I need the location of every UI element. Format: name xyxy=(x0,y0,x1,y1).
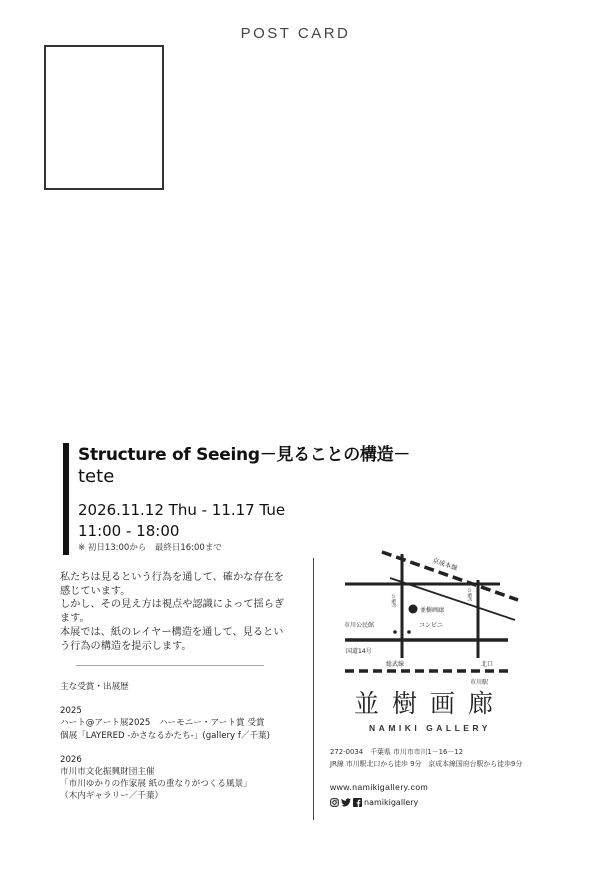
label-koumin: 市川公民館 xyxy=(344,622,375,629)
hours-note: ※ 初日13:00から 最終日16:00まで xyxy=(78,543,222,553)
artist-statement xyxy=(60,571,310,653)
award-entry: 個展「LAYERED -かさなるかたち-」(gallery f／千葉) xyxy=(60,730,271,741)
statement-line: う行為の構造を提示します。 xyxy=(60,640,192,652)
exhibition-hours: 11:00 - 18:00 xyxy=(78,522,180,540)
award-entry: 「市川ゆかりの作家展 紙の重なりがつくる風景」 xyxy=(60,779,252,790)
exhibition-schedule xyxy=(78,500,285,542)
gallery-address-block xyxy=(330,747,522,770)
stamp-box xyxy=(44,45,164,190)
statement-line: ます。 xyxy=(60,613,90,625)
label-keisei: 京成本線 xyxy=(431,556,459,573)
koumin-dot xyxy=(393,630,397,634)
label-street-b: の場所 xyxy=(466,588,471,602)
award-entry: ハート@アート展2025 ハーモニー・アート賞 受賞 xyxy=(60,718,265,729)
label-street-a: の場所 xyxy=(390,594,395,608)
sns-handle[interactable]: namikigallery xyxy=(364,798,419,807)
title-accent-bar xyxy=(63,443,69,555)
column-divider xyxy=(313,558,314,820)
label-konbini: コンビニ xyxy=(419,622,444,629)
access-map xyxy=(340,550,525,675)
section-divider xyxy=(76,665,264,666)
statement-line: 私たちは見るという行為を通して、確かな存在を xyxy=(60,572,284,583)
statement-line: 感じています。 xyxy=(60,585,131,597)
gallery-url[interactable]: www.namikigallery.com xyxy=(330,782,429,792)
label-route14: 国道14号 xyxy=(346,648,372,655)
facebook-icon[interactable] xyxy=(353,798,362,807)
exhibition-dates: 2026.11.12 Thu - 11.17 Tue xyxy=(78,501,286,519)
label-gallery: 並樹画廊 xyxy=(420,607,445,614)
award-year: 2025 xyxy=(60,706,82,717)
award-entry: 市川市文化振興財団主催 xyxy=(60,767,155,778)
instagram-icon[interactable] xyxy=(330,798,339,807)
artist-name: tete xyxy=(78,466,115,487)
award-entry: （木内ギャラリー／千葉） xyxy=(60,791,164,802)
twitter-icon[interactable] xyxy=(341,798,351,807)
awards-list xyxy=(60,681,270,803)
exhibition-title: Structure of Seeing－見ることの構造－ xyxy=(78,445,410,465)
gallery-address: 272-0034 千葉県 市川市市川1－16－12 xyxy=(330,748,464,756)
awards-heading: 主な受賞・出展歴 xyxy=(60,682,129,692)
award-year: 2026 xyxy=(60,754,82,765)
statement-line: 本展では、紙のレイヤー構造を通して、見るとい xyxy=(60,626,284,638)
statement-line: しかし、その見え方は視点や認識によって揺らぎ xyxy=(60,599,285,611)
konbini-dot xyxy=(407,630,411,634)
label-kitaguchi: 北口 xyxy=(481,661,494,668)
gallery-access: JR線 市川駅北口から徒歩 9分 京成本線国府台駅から徒歩9分 xyxy=(330,759,523,768)
sns-row xyxy=(330,798,418,807)
gallery-name: 並樹画廊 xyxy=(353,689,506,718)
postcard-header: POST CARD xyxy=(240,25,351,42)
gallery-marker xyxy=(409,605,418,614)
gallery-name-en: NAMIKI GALLERY xyxy=(369,723,491,733)
label-sobu: 総武線 xyxy=(386,661,405,668)
label-station: 市川駅 xyxy=(470,679,489,686)
